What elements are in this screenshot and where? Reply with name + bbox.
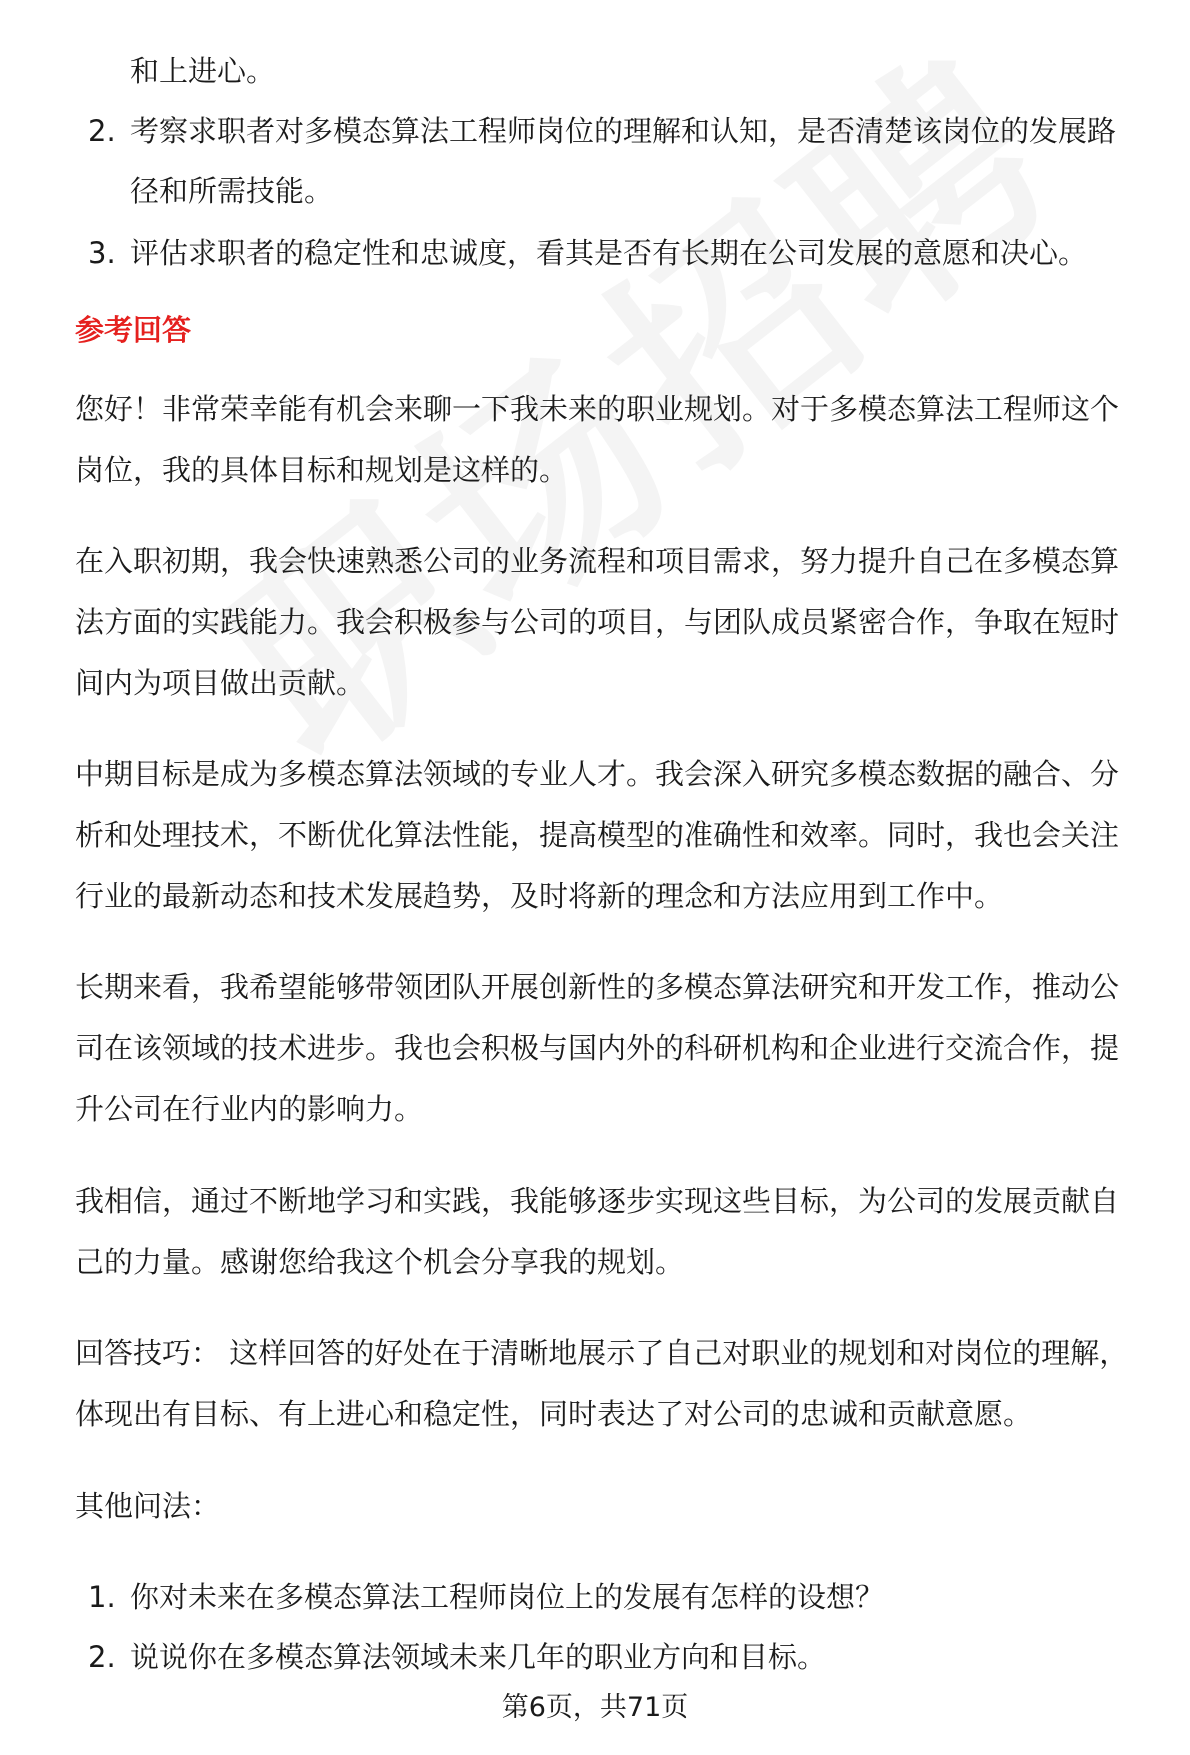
list-item-text: 考察求职者对多模态算法工程师岗位的理解和认知，是否清楚该岗位的发展路 径和所需技能。 — [130, 114, 1117, 208]
paragraph-conclusion: 我相信，通过不断地学习和实践，我能够逐步实现这些目标，为公司的发展贡献自 己的力量。感谢您给我这个机会分享我的规划。 — [75, 1184, 1120, 1279]
page-footer: 第6页，共71页 — [501, 1692, 689, 1723]
list-item-text: 你对未来在多模态算法工程师岗位上的发展有怎样的设想？ — [130, 1580, 885, 1614]
list-item-continuation: 和上进心。 — [130, 54, 276, 88]
paragraph-greeting: 您好！非常荣幸能有机会来聊一下我未来的职业规划。对于多模态算法工程师这个 岗位，我的具体目标和规划是这样的。 — [75, 392, 1120, 487]
paragraph-mid-term: 中期目标是成为多模态算法领域的专业人才。我会深入研究多模态数据的融合、分 析和处理技术，不断优化算法性能，提高模型的准确性和效率。同时，我也会关注 行业的最新动态和技术发展趋势，及时将新的理念和方法应用到工作中。 — [75, 757, 1120, 913]
list-number: 2. — [88, 1640, 116, 1674]
section-title: 参考回答 — [75, 313, 192, 347]
list-number: 3. — [88, 236, 116, 270]
paragraph-long-term: 长期来看，我希望能够带领团队开展创新性的多模态算法研究和开发工作，推动公 司在该领域的技术进步。我也会积极与国内外的科研机构和企业进行交流合作，提 升公司在行业内的影响力。 — [75, 970, 1120, 1126]
list-number: 2. — [88, 114, 116, 148]
list-number: 1. — [88, 1580, 116, 1614]
paragraph-other-questions: 其他问法： — [75, 1489, 221, 1523]
paragraph-answer-tips: 回答技巧： 这样回答的好处在于清晰地展示了自己对职业的规划和对岗位的理解， 体现出有目标、有上进心和稳定性，同时表达了对公司的忠诚和贡献意愿。 — [75, 1336, 1129, 1431]
list-item-text: 评估求职者的稳定性和忠诚度，看其是否有长期在公司发展的意愿和决心。 — [130, 236, 1088, 270]
paragraph-early-stage: 在入职初期，我会快速熟悉公司的业务流程和项目需求，努力提升自己在多模态算 法方面的实践能力。我会积极参与公司的项目，与团队成员紧密合作，争取在短时 间内为项目做出贡献。 — [75, 544, 1120, 700]
list-item-text: 说说你在多模态算法领域未来几年的职业方向和目标。 — [130, 1640, 827, 1674]
